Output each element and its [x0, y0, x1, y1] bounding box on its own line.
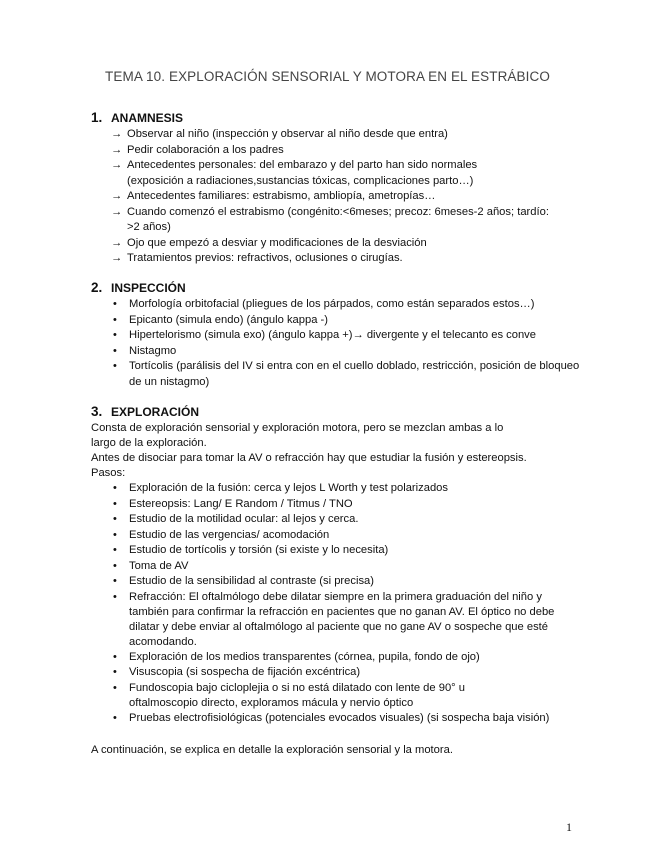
list-item: → Cuando comenzó el estrabismo (congénito:<6meses; precoz: 6meses-2 años; tardío: >2 años): [111, 205, 549, 233]
arrow-right-icon: →: [111, 205, 123, 218]
bullet-icon: •: [113, 360, 117, 372]
section-number: 2.: [91, 280, 103, 295]
arrow-list: [91, 127, 591, 267]
list-item: → Antecedentes familiares: estrabismo, ambliopía, ametropías…: [91, 189, 591, 205]
closing-paragraph: A continuación, se explica en detalle la exploración sensorial y la motora.: [91, 744, 453, 756]
bullet-icon: •: [113, 513, 117, 525]
section-title: INSPECCIÓN: [111, 281, 186, 295]
document-title: TEMA 10. EXPLORACIÓN SENSORIAL Y MOTORA EN EL ESTRÁBICO: [105, 69, 550, 84]
bullet-icon: •: [113, 344, 117, 357]
arrow-right-icon: →: [111, 252, 123, 264]
bullet-icon: •: [113, 497, 117, 510]
list-item: • Nistagmo: [91, 344, 581, 360]
list-item: → Pedir colaboración a los padres: [91, 143, 591, 159]
list-item: • Tortícolis (parálisis del IV si entra con en el cuello doblado, restricción, posición de bloqueo de un nistagmo): [113, 360, 580, 388]
section-anamnesis: [91, 109, 591, 267]
section-number: 3.: [91, 404, 103, 419]
list-item: • Epicanto (simula endo) (ángulo kappa -): [91, 313, 581, 329]
intro-paragraph: Pasos:: [91, 467, 126, 479]
bullet-list: [91, 481, 566, 726]
list-item: • Estereopsis: Lang/ E Random / Titmus / TNO: [91, 497, 566, 513]
bullet-list: [91, 297, 581, 390]
arrow-right-icon: →: [111, 236, 123, 249]
bullet-icon: •: [113, 575, 117, 587]
bullet-icon: •: [113, 482, 117, 494]
list-item: • Exploración de los medios transparentes (córnea, pupila, fondo de ojo): [91, 650, 566, 666]
section-heading: [91, 109, 591, 127]
bullet-icon: •: [113, 329, 117, 341]
arrow-right-icon: →: [111, 159, 123, 171]
bullet-icon: •: [113, 298, 117, 310]
bullet-icon: •: [113, 313, 117, 326]
bullet-icon: •: [113, 590, 117, 603]
section-inspeccion: [91, 279, 581, 390]
list-item: • Toma de AV: [91, 559, 566, 575]
list-item: • Morfología orbitofacial (pliegues de los párpados, como están separados estos…): [91, 297, 581, 313]
bullet-icon: •: [113, 681, 117, 694]
bullet-icon: •: [113, 650, 117, 663]
list-item: → Ojo que empezó a desviar y modificaciones de la desviación: [91, 236, 591, 252]
list-item: • Estudio de la motilidad ocular: al lejos y cerca.: [91, 512, 566, 528]
list-item: • Refracción: El oftalmólogo debe dilatar siempre en la primera graduación del niño y también para confirmar la refracción en pacientes que no ganan AV. El óptico no debe dilatar y debe enviar al oftalmólogo al paciente que no gane AV o sospeche que esté acomodando.: [113, 590, 555, 648]
bullet-icon: •: [113, 666, 117, 678]
bullet-icon: •: [113, 544, 117, 556]
section-title: EXPLORACIÓN: [111, 405, 200, 419]
arrow-right-icon: →: [111, 190, 123, 202]
arrow-right-icon: →: [111, 143, 123, 156]
list-item: • Fundoscopia bajo cicloplejia o si no está dilatado con lente de 90° u oftalmoscopio directo, exploramos mácula y nervio óptico: [113, 681, 465, 709]
bullet-icon: •: [113, 528, 117, 541]
list-item: → Observar al niño (inspección y observar al niño desde que entra): [91, 127, 591, 143]
list-item: → Antecedentes personales: del embarazo y del parto han sido normales (exposición a radiaciones,sustancias tóxicas, complicaciones parto…): [111, 159, 478, 187]
bullet-icon: •: [113, 711, 117, 724]
intro-paragraph: Antes de disociar para tomar la AV o refracción hay que estudiar la fusión y estereopsis.: [91, 452, 527, 464]
bullet-icon: •: [113, 559, 117, 572]
section-number: 1.: [91, 110, 103, 125]
section-title: ANAMNESIS: [111, 111, 184, 125]
list-item: • Visuscopia (si sospecha de fijación excéntrica): [91, 665, 566, 681]
list-item: • Hipertelorismo (simula exo) (ángulo kappa +)→ divergente y el telecanto es conve: [91, 328, 581, 344]
intro-paragraph: Consta de exploración sensorial y exploración motora, pero se mezclan ambas a lo largo de la exploración.: [91, 422, 504, 449]
list-item: • Exploración de la fusión: cerca y lejos L Worth y test polarizados: [91, 481, 566, 497]
list-item: • Pruebas electrofisiológicas (potenciales evocados visuales) (si sospecha baja visión): [113, 711, 550, 724]
section-exploracion: [91, 403, 566, 726]
arrow-right-icon: →: [111, 128, 123, 140]
list-item: • Estudio de la sensibilidad al contraste (si precisa): [91, 574, 566, 590]
section-heading: [91, 279, 581, 297]
list-item: • Estudio de las vergencias/ acomodación: [91, 528, 566, 544]
list-item: → Tratamientos previos: refractivos, oclusiones o cirugías.: [91, 251, 591, 267]
list-item: • Estudio de tortícolis y torsión (si existe y lo necesita): [91, 543, 566, 559]
page-number: 1: [566, 820, 572, 834]
section-heading: [91, 403, 566, 421]
